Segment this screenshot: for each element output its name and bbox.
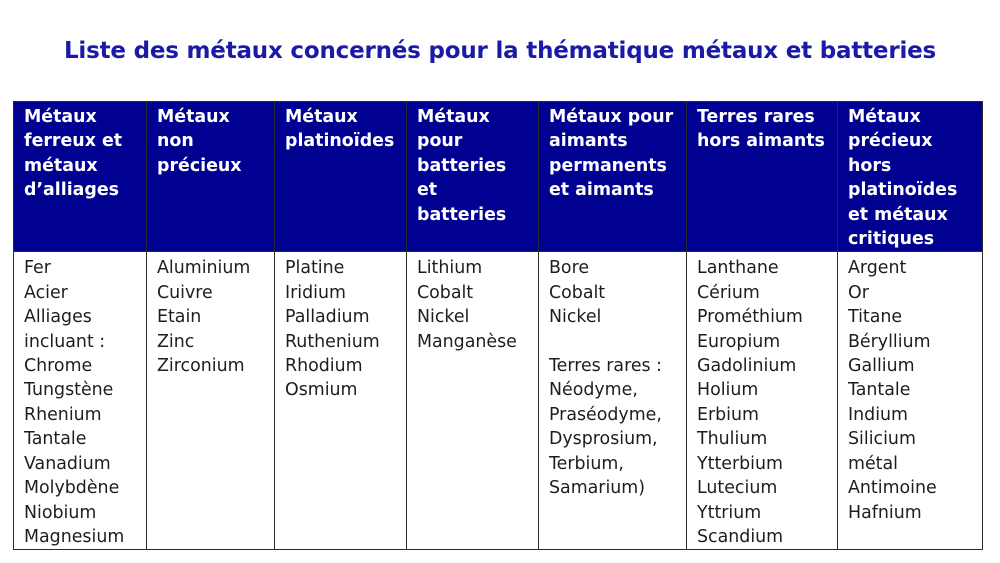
- list-item: Rhodium: [285, 356, 363, 377]
- list-item: Magnesium: [24, 526, 125, 547]
- header-non-precious-metals: [147, 102, 275, 252]
- header-line: Métaux: [417, 107, 490, 127]
- list-item: Cérium: [697, 282, 760, 303]
- list-item: Samarium): [549, 478, 646, 499]
- list-item: Ytterbium: [697, 453, 783, 474]
- metals-table: [13, 101, 983, 550]
- list-item: Molybdène: [24, 478, 120, 499]
- header-battery-metals: [407, 102, 539, 252]
- header-line: hors aimants: [697, 131, 825, 152]
- list-item: Terres rares :: [549, 356, 662, 377]
- list-item: Vanadium: [24, 453, 111, 474]
- header-line: batteries: [417, 155, 507, 176]
- list-item: Praséodyme,: [549, 404, 662, 425]
- cell-battery-metals: [407, 252, 539, 550]
- list-item: Néodyme,: [549, 380, 638, 401]
- header-precious-critical-metals: [838, 102, 983, 252]
- cell-rare-earths-non-magnet: [687, 252, 838, 550]
- table-row: [14, 252, 983, 550]
- list-item: Etain: [157, 307, 202, 328]
- list-item: Nickel: [549, 307, 602, 328]
- list-item: Nickel: [417, 307, 470, 328]
- list-item: Aluminium: [157, 258, 251, 279]
- list-item: Niobium: [24, 502, 97, 523]
- list-item: Cuivre: [157, 282, 213, 303]
- list-item: Tantale: [848, 380, 911, 401]
- list-item: Manganèse: [417, 331, 517, 352]
- list-item: Béryllium: [848, 331, 931, 352]
- list-item: Prométhium: [697, 307, 803, 328]
- header-line: hors: [848, 155, 892, 176]
- header-line: ferreux et: [24, 131, 123, 152]
- header-ferrous-alloy-metals: [14, 102, 147, 252]
- list-item: Dysprosium,: [549, 429, 658, 450]
- header-line: métaux: [24, 155, 98, 176]
- cell-platinoid-metals: [275, 252, 407, 550]
- header-line: d’alliages: [24, 180, 120, 201]
- list-item: Erbium: [697, 404, 759, 425]
- list-item: métal: [848, 453, 898, 474]
- list-item: Iridium: [285, 282, 346, 303]
- header-line: Métaux: [285, 107, 358, 127]
- list-item: Or: [848, 282, 869, 303]
- header-rare-earths-non-magnet: [687, 102, 838, 252]
- header-platinoid-metals: [275, 102, 407, 252]
- list-item: Tantale: [24, 429, 87, 450]
- page-title: Liste des métaux concernés pour la thématique métaux et batteries: [63, 38, 937, 64]
- list-item: Palladium: [285, 307, 370, 328]
- list-item: Osmium: [285, 380, 358, 401]
- list-item: Chrome: [24, 356, 93, 377]
- list-item: Lanthane: [697, 258, 779, 279]
- cell-non-precious-metals: [147, 252, 275, 550]
- list-item: Holium: [697, 380, 759, 401]
- list-item: Tungstène: [24, 380, 114, 401]
- list-item: Bore: [549, 258, 590, 279]
- header-line: critiques: [848, 229, 935, 250]
- list-item: Platine: [285, 258, 345, 279]
- header-line: et métaux: [848, 204, 948, 225]
- list-item: Zinc: [157, 331, 195, 352]
- header-line: Métaux: [848, 107, 921, 127]
- cell-magnet-metals: [539, 252, 687, 550]
- header-line: platinoïdes: [848, 180, 958, 201]
- table-header-row: [14, 102, 983, 252]
- list-item: Lutecium: [697, 478, 778, 499]
- list-item: Acier: [24, 282, 68, 303]
- spacer: [549, 330, 682, 354]
- list-item: Yttrium: [697, 502, 762, 523]
- header-line: et aimants: [549, 180, 654, 201]
- list-item: Cobalt: [417, 282, 474, 303]
- header-line: aimants: [549, 131, 628, 152]
- header-line: Métaux pour: [549, 107, 674, 127]
- header-line: permanents: [549, 155, 667, 176]
- list-item: Terbium,: [549, 453, 624, 474]
- cell-ferrous-alloy-metals: [14, 252, 147, 550]
- list-item: Rhenium: [24, 404, 102, 425]
- header-line: platinoïdes: [285, 131, 395, 152]
- list-item: Cobalt: [549, 282, 606, 303]
- list-item: Lithium: [417, 258, 483, 279]
- header-line: précieux: [157, 155, 242, 176]
- header-line: batteries: [417, 204, 507, 225]
- cell-precious-critical-metals: [838, 252, 983, 550]
- list-item: Thulium: [697, 429, 768, 450]
- header-line: Métaux: [24, 107, 97, 127]
- list-item: Alliages: [24, 307, 92, 328]
- list-item: Indium: [848, 404, 908, 425]
- list-item: incluant :: [24, 331, 106, 352]
- header-magnet-metals: [539, 102, 687, 252]
- list-item: Antimoine: [848, 478, 937, 499]
- list-item: Gallium: [848, 356, 915, 377]
- list-item: Europium: [697, 331, 781, 352]
- list-item: Fer: [24, 258, 51, 279]
- list-item: Titane: [848, 307, 903, 328]
- header-line: pour: [417, 131, 463, 152]
- list-item: Zirconium: [157, 356, 245, 377]
- header-line: et: [417, 180, 438, 201]
- header-line: Métaux: [157, 107, 230, 127]
- list-item: Scandium: [697, 526, 784, 547]
- header-line: Terres rares: [697, 107, 815, 127]
- list-item: Hafnium: [848, 502, 922, 523]
- list-item: Gadolinium: [697, 356, 797, 377]
- header-line: non: [157, 131, 194, 152]
- header-line: précieux: [848, 131, 933, 152]
- list-item: Ruthenium: [285, 331, 380, 352]
- list-item: Silicium: [848, 429, 916, 450]
- list-item: Argent: [848, 258, 907, 279]
